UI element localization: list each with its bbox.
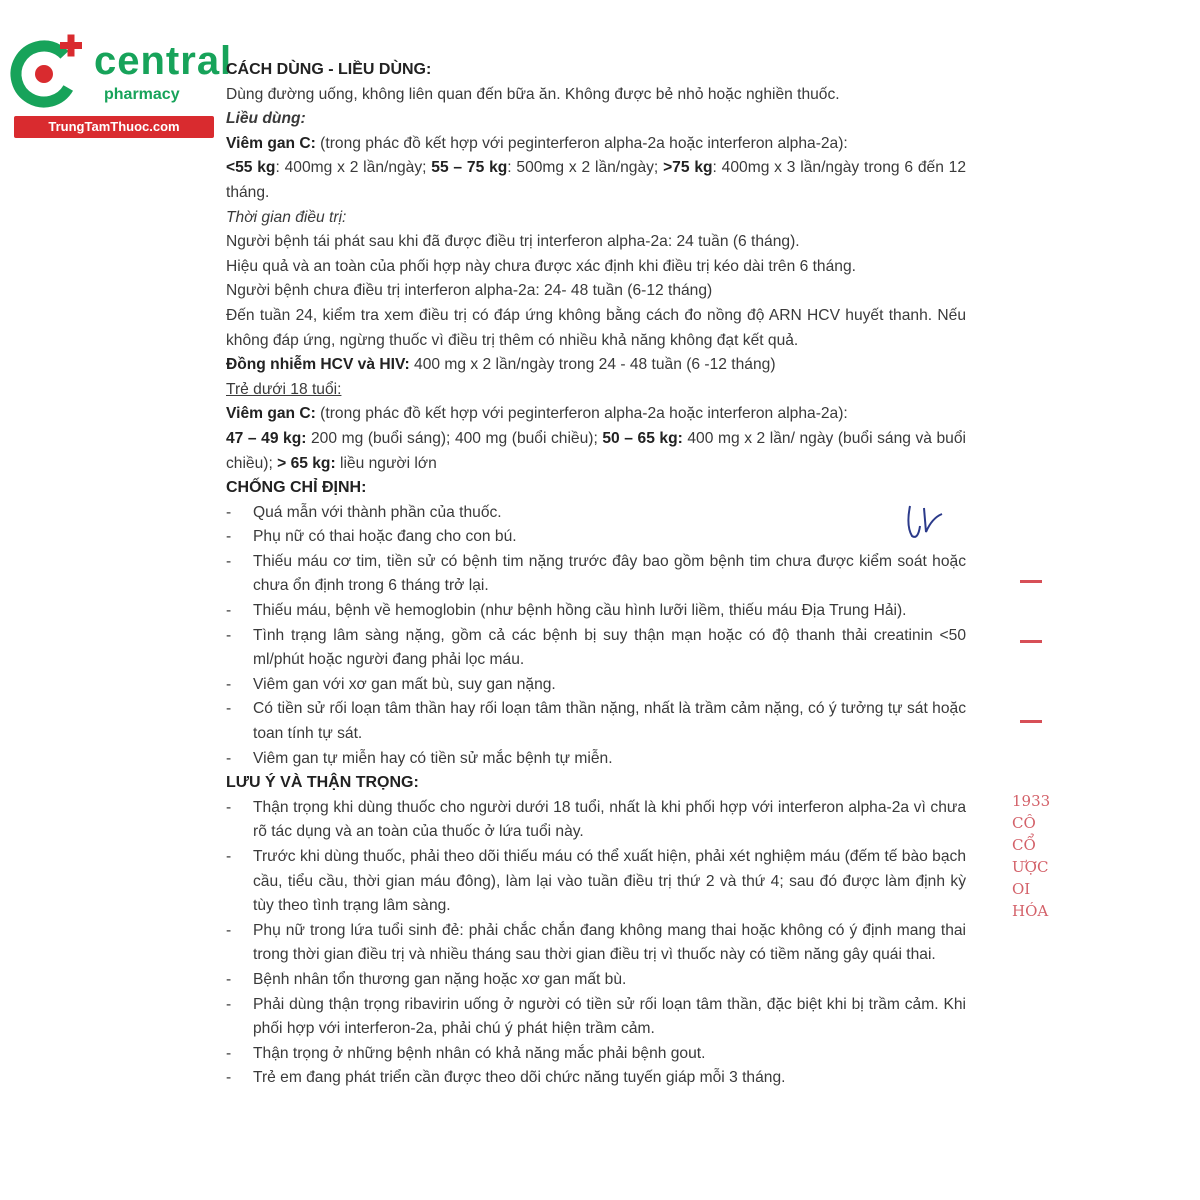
- dose-value: 400 mg x 2 lần/ ngày (buổi sáng và buổi chiều);: [226, 429, 966, 472]
- logo-wordmark: central: [94, 39, 233, 83]
- central-pharmacy-logo: [8, 34, 233, 138]
- list-item: - Thận trọng khi dùng thuốc cho người dưới 18 tuổi, nhất là khi phối hợp với interferon alpha-2a vì chưa rõ tác dụng và an toàn của thuốc ở lứa tuổi này.: [226, 796, 966, 845]
- contraindications-heading: CHỐNG CHỈ ĐỊNH:: [226, 479, 367, 497]
- dose-value: : 400mg x 2 lần/ngày;: [275, 159, 432, 177]
- duration-line: Người bệnh tái phát sau khi đã được điều trị interferon alpha-2a: 24 tuần (6 tháng).: [226, 233, 800, 251]
- caution-list: [226, 796, 966, 1091]
- list-item: - Bệnh nhân tổn thương gan nặng hoặc xơ gan mất bù.: [226, 968, 966, 993]
- hepc-label: Viêm gan C:: [226, 134, 316, 152]
- child-hepc-label: Viêm gan C:: [226, 405, 316, 423]
- list-item: - Trước khi dùng thuốc, phải theo dõi thiếu máu có thể xuất hiện, phải xét nghiệm máu (đếm tế bào bạch cầu, tiểu cầu, thời gian máu đông), làm lại vào tuần điều trị thứ 2 và thứ 4; sau đó được làm định kỳ tùy theo tình trạng lâm sàng.: [226, 845, 966, 919]
- list-item: - Trẻ em đang phát triển cần được theo dõi chức năng tuyến giáp mỗi 3 tháng.: [226, 1066, 966, 1091]
- logo-subtitle: pharmacy: [104, 86, 180, 103]
- list-item: - Quá mẫn với thành phần của thuốc.: [226, 501, 966, 526]
- coinfection-line: [226, 353, 966, 378]
- list-item: - Viêm gan với xơ gan mất bù, suy gan nặng.: [226, 673, 966, 698]
- stamp-mark: [1020, 580, 1042, 583]
- list-item: - Phụ nữ có thai hoặc đang cho con bú.: [226, 525, 966, 550]
- hepc-line: [226, 132, 966, 157]
- list-item: - Tình trạng lâm sàng nặng, gồm cả các bệnh bị suy thận mạn hoặc có độ thanh thải creatinin <50 ml/phút hoặc người đang phải lọc máu.: [226, 624, 966, 673]
- child-dose-line: [226, 427, 966, 476]
- stamp-mark: [1020, 640, 1042, 643]
- child-heading: Trẻ dưới 18 tuổi:: [226, 380, 342, 398]
- coinfection-text: 400 mg x 2 lần/ngày trong 24 - 48 tuần (6 -12 tháng): [409, 356, 776, 374]
- hepc-text: (trong phác đồ kết hợp với peginterferon alpha-2a hoặc interferon alpha-2a):: [315, 134, 848, 152]
- dose-value: liều người lớn: [335, 454, 437, 472]
- child-hepc-text: (trong phác đồ kết hợp với peginterferon alpha-2a hoặc interferon alpha-2a):: [315, 405, 848, 423]
- duration-line: Người bệnh chưa điều trị interferon alpha-2a: 24- 48 tuần (6-12 tháng): [226, 282, 713, 300]
- duration-line: Đến tuần 24, kiểm tra xem điều trị có đáp ứng không bằng cách đo nồng độ ARN HCV huyết thanh. Nếu không đáp ứng, ngừng thuốc vì điều trị thêm có nhiều khả năng không đạt kết quả.: [226, 306, 966, 349]
- contraindications-list: [226, 501, 966, 772]
- weight-band: 47 – 49 kg:: [226, 429, 307, 447]
- pharmacy-cross-icon: [8, 34, 86, 112]
- weight-band: <55 kg: [226, 159, 276, 177]
- usage-text: Dùng đường uống, không liên quan đến bữa ăn. Không được bẻ nhỏ hoặc nghiền thuốc.: [226, 85, 840, 103]
- list-item: - Phụ nữ trong lứa tuổi sinh đẻ: phải chắc chắn đang không mang thai hoặc không có ý định mang thai trong thời gian điều trị và nhiều tháng sau thời gian điều trị vì thuốc này có tiềm năng gây quái thai.: [226, 919, 966, 968]
- list-item: - Viêm gan tự miễn hay có tiền sử mắc bệnh tự miễn.: [226, 747, 966, 772]
- duration-line: Hiệu quả và an toàn của phối hợp này chưa được xác định khi điều trị kéo dài trên 6 tháng.: [226, 257, 856, 275]
- child-hepc-line: [226, 402, 966, 427]
- list-item: - Thiếu máu cơ tim, tiền sử có bệnh tim nặng trước đây bao gồm bệnh tim chưa được kiểm soát hoặc chưa ổn định trong 6 tháng trở lại.: [226, 550, 966, 599]
- dose-value: : 500mg x 2 lần/ngày;: [507, 159, 664, 177]
- weight-band: 50 – 65 kg:: [602, 429, 683, 447]
- list-item: - Có tiền sử rối loạn tâm thần hay rối loạn tâm thần nặng, nhất là trầm cảm nặng, có ý tưởng tự sát hoặc toan tính tự sát.: [226, 697, 966, 746]
- weight-band: 55 – 75 kg: [431, 159, 508, 177]
- logo-website: TrungTamThuoc.com: [14, 116, 214, 138]
- leaflet-text: [226, 58, 966, 1091]
- list-item: - Thận trọng ở những bệnh nhân có khả năng mắc phải bệnh gout.: [226, 1042, 966, 1067]
- coinfection-label: Đồng nhiễm HCV và HIV:: [226, 356, 410, 374]
- red-stamp: [1008, 570, 1068, 970]
- adult-dose-line: [226, 156, 966, 205]
- list-item: - Phải dùng thận trọng ribavirin uống ở người có tiền sử rối loạn tâm thần, đặc biệt khi bị trầm cảm. Khi phối hợp với interferon-2a, phải chú ý phát hiện trầm cảm.: [226, 993, 966, 1042]
- duration-heading: Thời gian điều trị:: [226, 208, 347, 226]
- dose-value: 200 mg (buổi sáng); 400 mg (buổi chiều);: [306, 429, 603, 447]
- caution-heading: LƯU Ý VÀ THẬN TRỌNG:: [226, 774, 419, 792]
- weight-band: > 65 kg:: [277, 454, 336, 472]
- dose-value: : 400mg x 3 lần/ngày trong 6 đến 12 tháng.: [226, 159, 967, 201]
- handwritten-initials: [898, 496, 948, 546]
- dose-heading: Liều dùng:: [226, 110, 306, 128]
- stamp-mark: [1020, 720, 1042, 723]
- usage-heading: CÁCH DÙNG - LIỀU DÙNG:: [226, 61, 432, 78]
- stamp-text: 1933 CÔ CỔ ƯỢC OI HÓA: [1012, 792, 1051, 920]
- list-item: - Thiếu máu, bệnh về hemoglobin (như bệnh hồng cầu hình lưỡi liềm, thiếu máu Địa Trung Hải).: [226, 599, 966, 624]
- weight-band: >75 kg: [663, 159, 713, 177]
